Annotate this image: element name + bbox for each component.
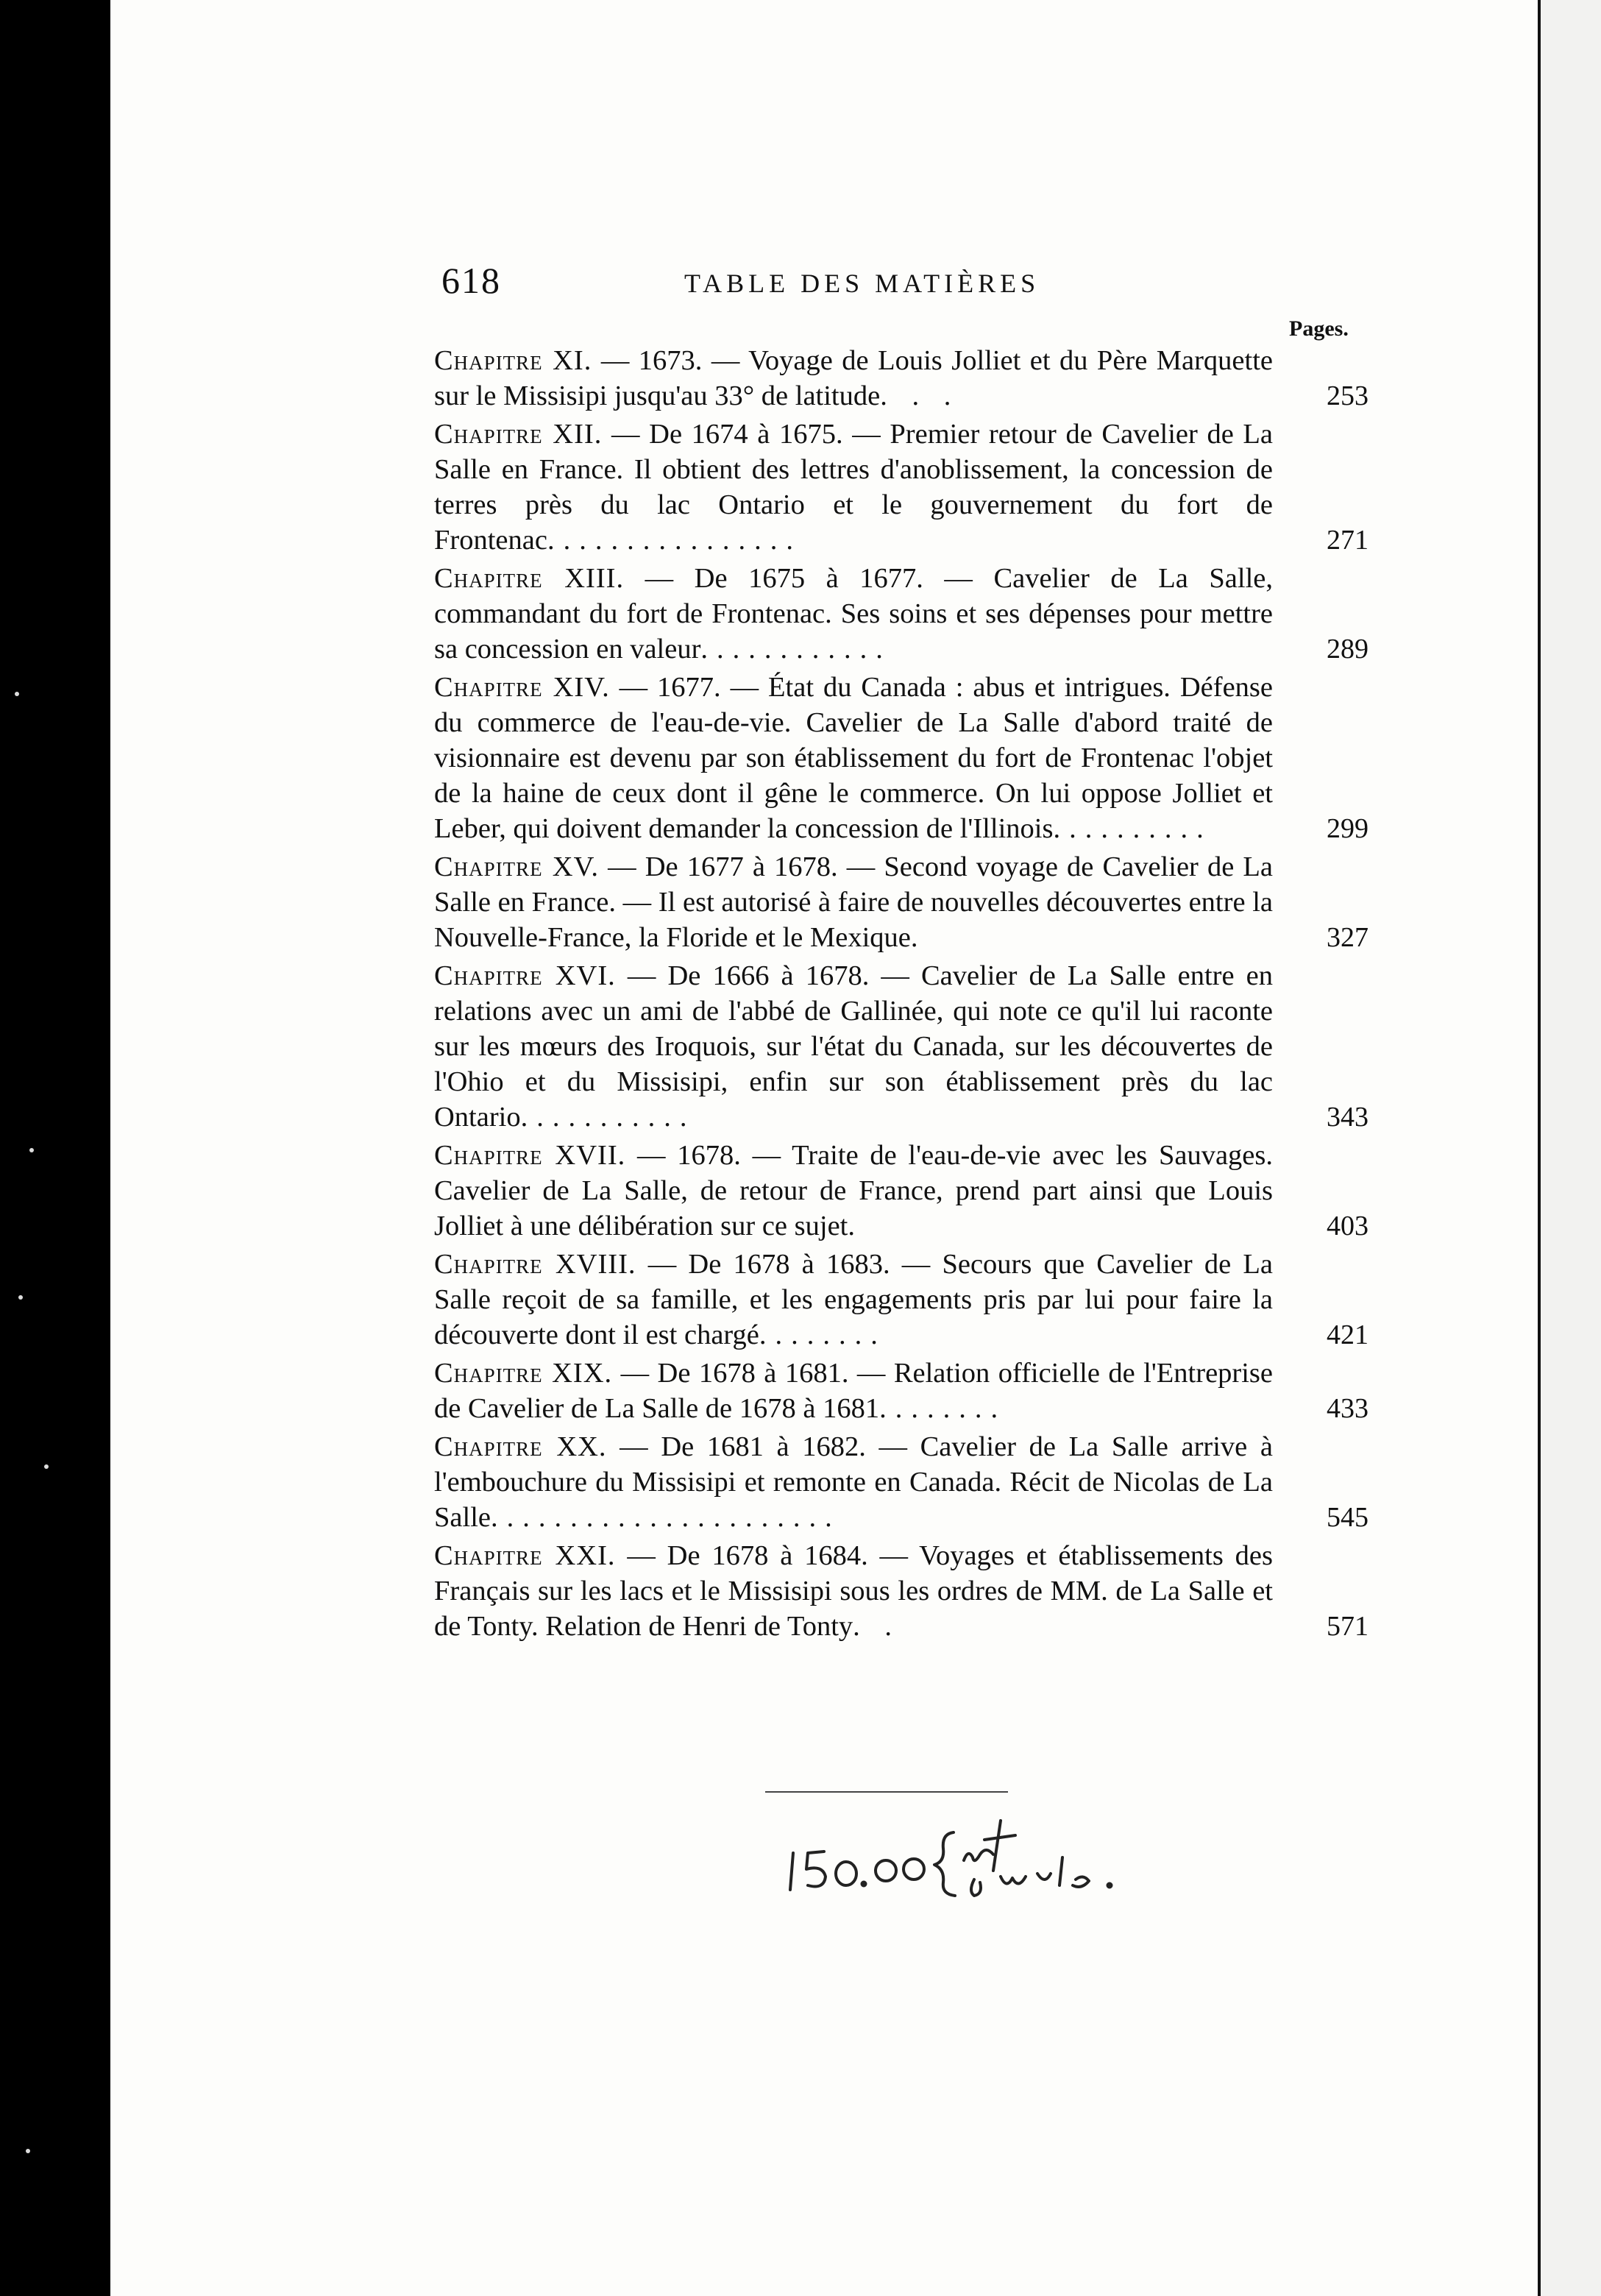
dot-leader: ........	[879, 1393, 1007, 1424]
entry-description: — De 1678 à 1683. — Secours que Cavelier de La Salle reçoit de sa famille, et les engagements pris par lui pour faire la découverte dont il est chargé	[434, 1249, 1274, 1350]
chapter-label: Chapitre XXI.	[434, 1540, 616, 1571]
dot-leader: ............	[700, 634, 892, 665]
entry-page-number: 299	[1327, 813, 1369, 844]
entry-description: — De 1674 à 1675. — Premier retour de Cavelier de La Salle en France. Il obtient des lettres d'anoblissement, la concession de terres près du lac Ontario et le gouvernement du fort de Frontenac	[434, 419, 1274, 556]
facing-page-edge	[1538, 0, 1601, 2296]
scan-speck	[15, 692, 19, 696]
chapter-label: Chapitre XX.	[434, 1431, 607, 1462]
scan-speck	[29, 1148, 34, 1152]
table-of-contents	[434, 343, 1369, 1647]
handwritten-price-note	[780, 1803, 1133, 1899]
entry-description: — De 1677 à 1678. — Second voyage de Cavelier de La Salle en France. — Il est autorisé à faire de nouvelles découvertes entre la Nouvelle-France, la Floride et le Mexique.	[434, 851, 1273, 953]
dot-leader: ................	[547, 525, 802, 556]
dot-leader: ......................	[490, 1502, 841, 1533]
entry-page-number: 571	[1327, 1611, 1369, 1642]
entry-description: — De 1681 à 1682. — Cavelier de La Salle arrive à l'embouchure du Missisipi et remonte en Canada. Récit de Nicolas de La Salle	[434, 1431, 1273, 1533]
chapter-label: Chapitre XVI.	[434, 960, 616, 991]
entry-description: — 1673. — Voyage de Louis Jolliet et du Père Marquette sur le Missisipi jusqu'au 33° de latitude	[434, 345, 1273, 411]
scan-speck	[18, 1295, 23, 1300]
toc-entry-text	[434, 417, 1273, 558]
entry-page-number: 343	[1327, 1102, 1369, 1133]
toc-entry-text	[434, 958, 1273, 1135]
scan-speck	[44, 1464, 49, 1469]
entry-description: — De 1666 à 1678. — Cavelier de La Salle entre en relations avec un ami de l'abbé de Gallinée, qui note ce qu'il lui raconte sur les mœurs des Iroquois, sur l'état du Canada, sur les découvertes de l'Ohio et du Missisipi, enfin sur son établissement près du lac Ontario	[434, 960, 1273, 1133]
toc-entry	[434, 1429, 1369, 1535]
toc-entry-text	[434, 1429, 1273, 1535]
end-rule	[765, 1791, 1008, 1793]
page-header	[441, 259, 1310, 303]
toc-entry	[434, 417, 1369, 558]
toc-entry	[434, 670, 1369, 846]
toc-entry	[434, 849, 1369, 955]
dot-leader: . . .	[880, 380, 960, 411]
entry-page-number: 271	[1327, 525, 1369, 556]
toc-entry-text	[434, 561, 1273, 667]
toc-entry-text	[434, 1538, 1273, 1644]
toc-entry	[434, 1538, 1369, 1644]
entry-page-number: 289	[1327, 634, 1369, 665]
entry-description: — 1678. — Traite de l'eau-de-vie avec les Sauvages. Cavelier de La Salle, de retour de France, prend part ainsi que Louis Jolliet à une délibération sur ce sujet.	[434, 1140, 1273, 1241]
entry-description: — De 1675 à 1677. — Cavelier de La Salle, commandant du fort de Frontenac. Ses soins et ses dépenses pour mettre sa concession en valeur	[434, 563, 1273, 665]
toc-entry	[434, 958, 1369, 1135]
running-title: TABLE DES MATIÈRES	[684, 269, 1040, 298]
toc-entry-text	[434, 849, 1273, 955]
chapter-label: Chapitre XIII.	[434, 563, 625, 594]
toc-entry-text	[434, 343, 1273, 414]
chapter-label: Chapitre XVIII.	[434, 1249, 636, 1280]
toc-entry	[434, 343, 1369, 414]
chapter-label: Chapitre XIX.	[434, 1358, 613, 1389]
toc-entry-text	[434, 670, 1273, 846]
toc-entry-text	[434, 1138, 1273, 1244]
dot-leader: . .	[853, 1611, 901, 1642]
entry-description: — 1677. — État du Canada : abus et intrigues. Défense du commerce de l'eau-de-vie. Cavelier de La Salle d'abord traité de visionnaire est devenu par son établissement du fort de Frontenac l'objet de la haine de ceux dont il gêne le commerce. On lui oppose Jolliet et Leber, qui doivent demander la concession de l'Illinois	[434, 672, 1273, 844]
entry-page-number: 327	[1327, 922, 1369, 953]
scan-speck	[26, 2149, 30, 2153]
dot-leader: ...........	[520, 1102, 696, 1133]
toc-entry-text	[434, 1356, 1273, 1426]
entry-page-number: 545	[1327, 1502, 1369, 1533]
scan-border-left	[0, 0, 110, 2296]
chapter-label: Chapitre XV.	[434, 851, 600, 882]
chapter-label: Chapitre XIV.	[434, 672, 610, 703]
toc-entry-text	[434, 1247, 1273, 1353]
page-number: 618	[441, 260, 501, 301]
toc-entry	[434, 561, 1369, 667]
entry-page-number: 403	[1327, 1211, 1369, 1241]
toc-entry	[434, 1356, 1369, 1426]
entry-page-number: 421	[1327, 1319, 1369, 1350]
pages-column-label: Pages.	[1289, 316, 1349, 341]
dot-leader: ........	[759, 1319, 887, 1350]
entry-page-number: 253	[1327, 380, 1369, 411]
toc-entry	[434, 1138, 1369, 1244]
dot-leader: ..........	[1053, 813, 1213, 844]
chapter-label: Chapitre XI.	[434, 345, 592, 376]
entry-page-number: 433	[1327, 1393, 1369, 1424]
entry-description: — De 1678 à 1681. — Relation officielle de l'Entreprise de Cavelier de La Salle de 1678 à 1681	[434, 1358, 1273, 1424]
chapter-label: Chapitre XII.	[434, 419, 603, 450]
entry-description: — De 1678 à 1684. — Voyages et établissements des Français sur les lacs et le Missisipi sous les ordres de MM. de La Salle et de Tonty. Relation de Henri de Tonty	[434, 1540, 1273, 1642]
chapter-label: Chapitre XVII.	[434, 1140, 626, 1171]
toc-entry	[434, 1247, 1369, 1353]
